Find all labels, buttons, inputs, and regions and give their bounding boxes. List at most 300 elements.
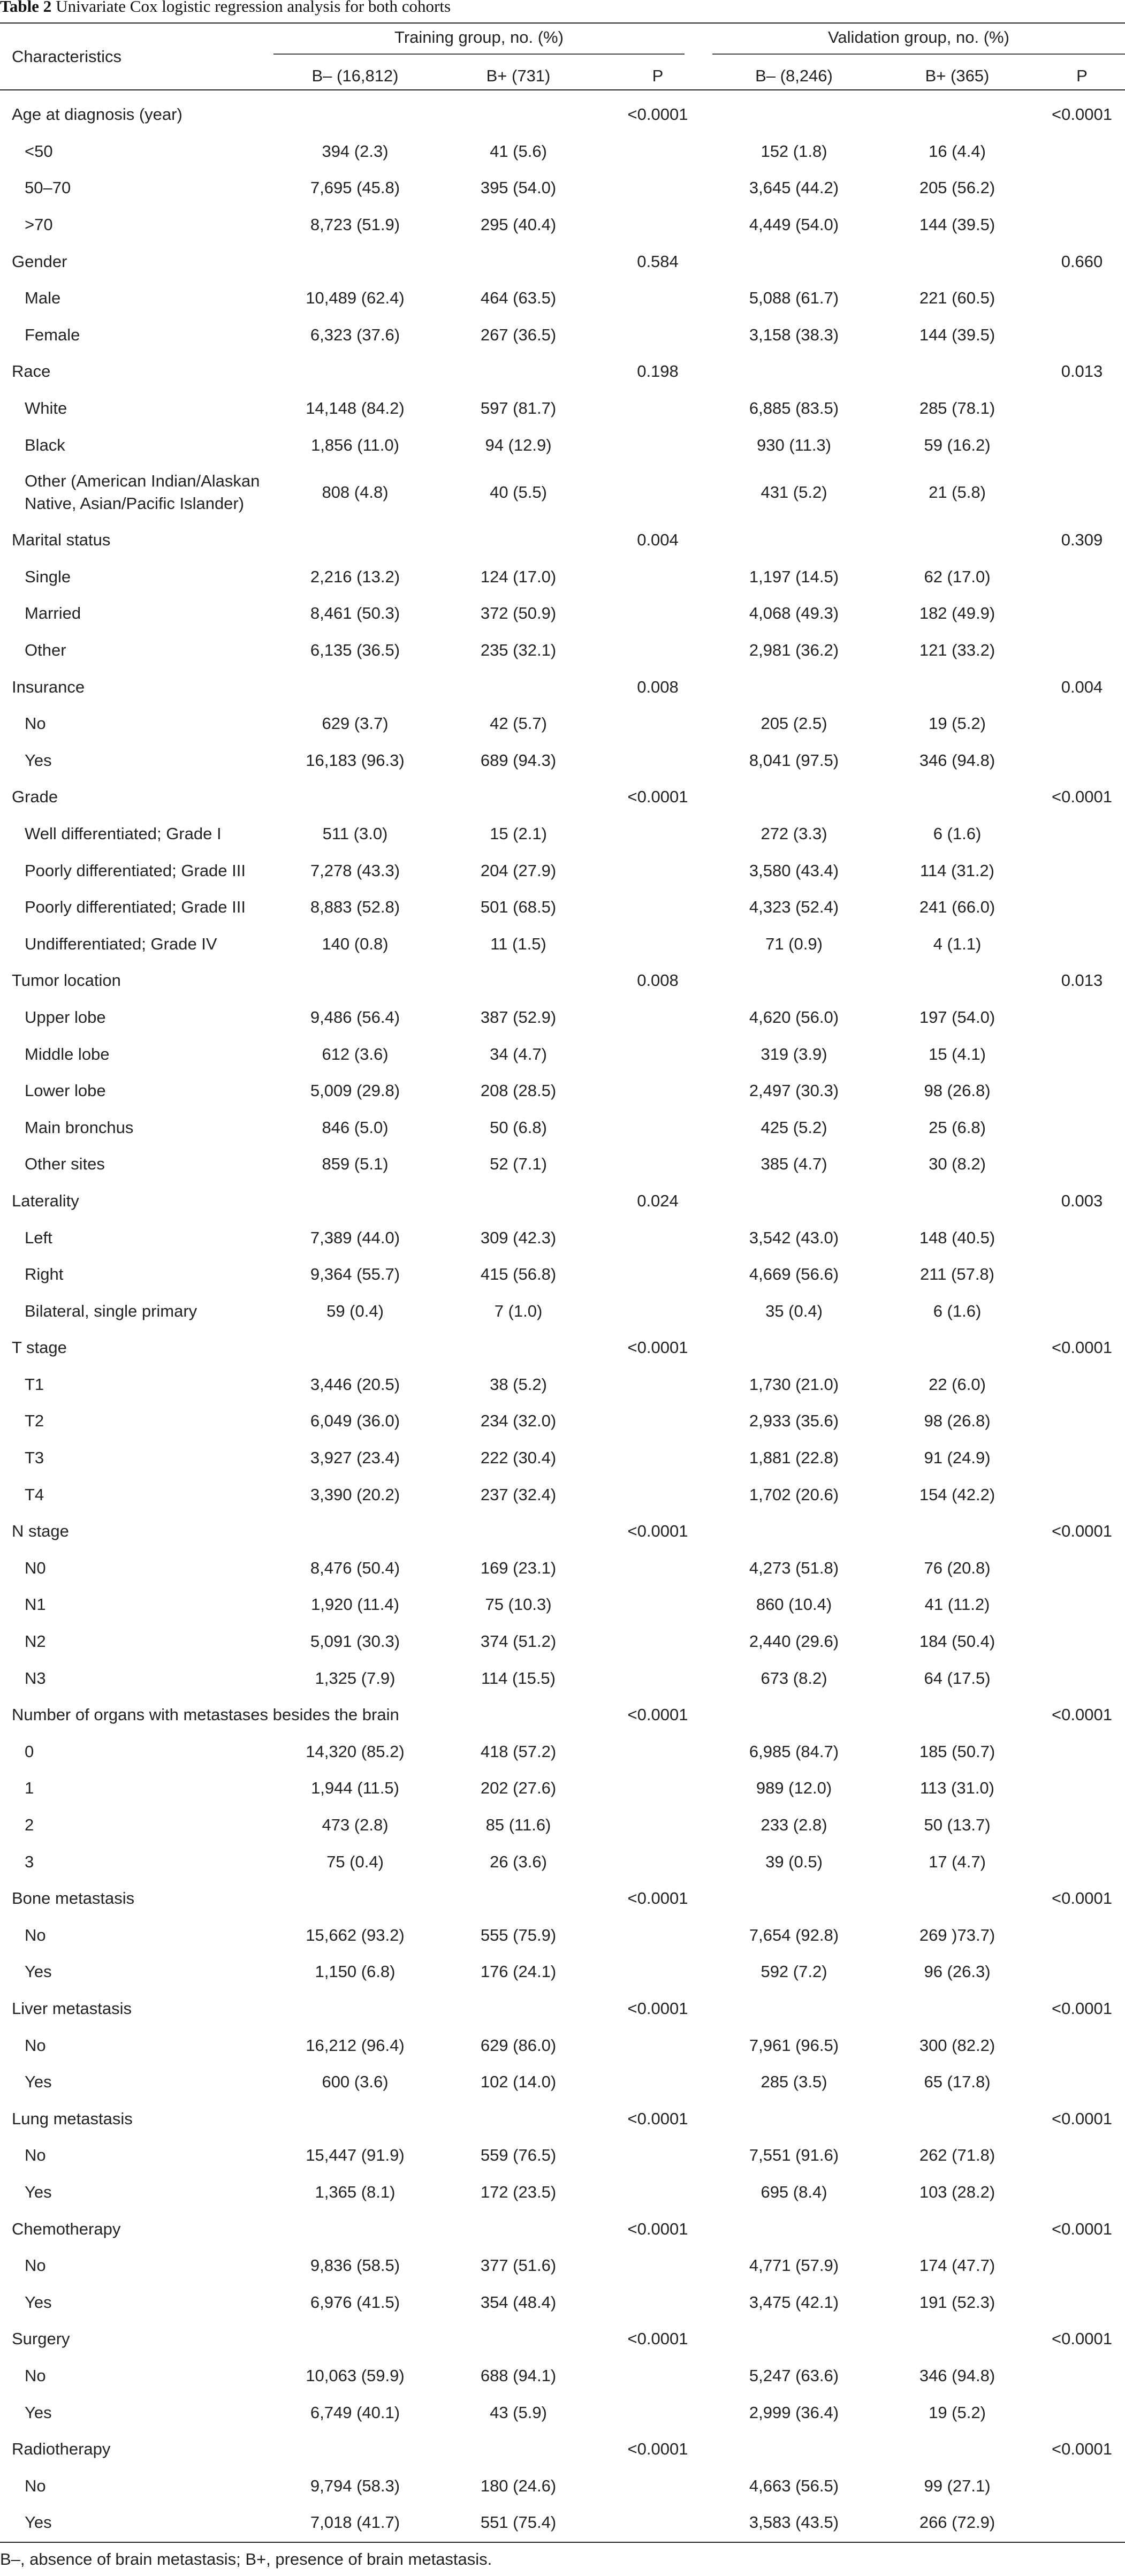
training-p-value-cell xyxy=(600,2064,716,2101)
validation-b-minus-cell: 425 (5.2) xyxy=(761,1118,827,1137)
validation-b-minus-cell: 2,981 (36.2) xyxy=(749,641,839,660)
validation-p-value-cell xyxy=(1039,2284,1125,2321)
training-b-plus-cell: 52 (7.1) xyxy=(490,1154,547,1174)
training-p-value-cell xyxy=(600,999,716,1036)
table-row xyxy=(0,1917,1125,1954)
training-p-value-cell xyxy=(600,2358,716,2395)
category-row xyxy=(0,1990,1125,2027)
validation-b-plus-cell xyxy=(876,353,1039,390)
training-b-minus-cell xyxy=(273,353,437,390)
validation-b-minus-cell xyxy=(712,1697,876,1734)
validation-b-minus-cell xyxy=(712,1880,876,1917)
validation-b-plus-cell xyxy=(876,96,1039,133)
training-p-value-cell xyxy=(600,1843,716,1880)
validation-b-minus-cell xyxy=(712,668,876,705)
validation-b-plus-cell: 4 (1.1) xyxy=(933,934,982,953)
category-row xyxy=(0,2100,1125,2137)
validation-b-plus-cell: 114 (31.2) xyxy=(919,861,994,880)
table-row xyxy=(0,1843,1125,1880)
training-b-minus-cell: 6,323 (37.6) xyxy=(310,325,400,344)
training-b-minus-cell: 8,476 (50.4) xyxy=(310,1558,400,1577)
validation-b-plus-cell: 50 (13.7) xyxy=(924,1815,991,1835)
training-p-value-cell: <0.0001 xyxy=(627,2109,688,2128)
validation-p-value-cell xyxy=(1039,170,1125,207)
validation-p-value-cell xyxy=(1039,1843,1125,1880)
validation-b-minus-cell: 1,702 (20.6) xyxy=(749,1485,839,1504)
category-label: Tumor location xyxy=(12,971,121,990)
validation-b-plus-cell: 144 (39.5) xyxy=(919,325,995,344)
training-b-plus-cell: 124 (17.0) xyxy=(480,567,557,586)
validation-b-minus-cell: 2,497 (30.3) xyxy=(749,1081,839,1100)
validation-b-minus-cell: 2,999 (36.4) xyxy=(749,2403,839,2422)
training-b-plus-cell: 75 (10.3) xyxy=(485,1595,552,1614)
row-label: Yes xyxy=(25,750,52,770)
validation-p-value-cell xyxy=(1039,1109,1125,1146)
training-p-value-cell: <0.0001 xyxy=(627,1338,688,1357)
training-p-value-cell xyxy=(600,889,716,926)
header-characteristics: Characteristics xyxy=(12,47,121,66)
validation-b-plus-cell: 59 (16.2) xyxy=(924,435,991,454)
training-b-plus-cell: 34 (4.7) xyxy=(490,1044,547,1063)
training-b-minus-cell: 3,446 (20.5) xyxy=(310,1374,400,1394)
training-p-value-cell xyxy=(600,1586,716,1623)
validation-p-value-cell: <0.0001 xyxy=(1052,787,1112,807)
training-p-value-cell xyxy=(600,133,716,170)
validation-b-plus-cell xyxy=(876,1329,1039,1366)
validation-p-value-cell xyxy=(1039,852,1125,889)
training-p-value-cell xyxy=(600,390,716,427)
training-p-value-cell xyxy=(600,1660,716,1697)
training-b-plus-cell xyxy=(437,2431,600,2468)
training-p-value-cell xyxy=(600,1954,716,1990)
validation-b-plus-cell xyxy=(876,1697,1039,1734)
training-p-value-cell xyxy=(600,1219,716,1256)
validation-p-value-cell xyxy=(1039,2504,1125,2541)
validation-p-value-cell xyxy=(1039,1366,1125,1403)
category-row xyxy=(0,1183,1125,1220)
training-b-plus-cell: 114 (15.5) xyxy=(481,1668,556,1688)
training-b-minus-cell: 394 (2.3) xyxy=(322,141,389,161)
row-label: <50 xyxy=(25,141,53,161)
category-row xyxy=(0,779,1125,816)
validation-p-value-cell: 0.013 xyxy=(1061,362,1103,381)
category-row xyxy=(0,2210,1125,2247)
training-b-minus-cell xyxy=(273,1183,437,1220)
training-b-plus-cell xyxy=(437,353,600,390)
training-b-minus-cell: 1,325 (7.9) xyxy=(315,1668,396,1688)
validation-b-minus-cell: 6,985 (84.7) xyxy=(749,1742,839,1761)
training-b-minus-cell: 1,150 (6.8) xyxy=(315,1962,396,1981)
table-row xyxy=(0,2394,1125,2431)
row-label: 3 xyxy=(25,1852,34,1871)
validation-p-value-cell xyxy=(1039,1550,1125,1587)
training-p-value-cell xyxy=(600,207,716,244)
validation-b-minus-cell: 3,158 (38.3) xyxy=(749,325,839,344)
validation-b-plus-cell xyxy=(876,962,1039,999)
training-b-plus-cell xyxy=(437,2321,600,2358)
table-row xyxy=(0,133,1125,170)
row-label: Undifferentiated; Grade IV xyxy=(25,934,217,953)
validation-b-plus-cell xyxy=(876,2100,1039,2137)
training-b-plus-cell: 387 (52.9) xyxy=(480,1007,557,1027)
row-label: Poorly differentiated; Grade III xyxy=(25,898,246,917)
row-label: Yes xyxy=(25,2403,52,2422)
table-row xyxy=(0,427,1125,463)
validation-b-minus-cell: 7,654 (92.8) xyxy=(749,1925,839,1944)
category-row xyxy=(0,522,1125,559)
validation-b-plus-cell: 241 (66.0) xyxy=(919,898,995,917)
validation-p-value-cell: <0.0001 xyxy=(1052,1999,1112,2018)
table-body xyxy=(0,96,1125,2541)
training-b-minus-cell: 5,091 (30.3) xyxy=(310,1632,400,1651)
validation-b-plus-cell: 221 (60.5) xyxy=(919,288,995,308)
training-p-value-cell xyxy=(600,1550,716,1587)
table-row xyxy=(0,2174,1125,2211)
category-row xyxy=(0,243,1125,280)
training-b-minus-cell: 16,212 (96.4) xyxy=(306,2035,405,2055)
table-row xyxy=(0,1476,1125,1513)
validation-b-minus-cell xyxy=(712,962,876,999)
validation-p-value-cell: <0.0001 xyxy=(1052,2440,1112,2459)
training-p-value-cell: <0.0001 xyxy=(627,2440,688,2459)
validation-b-plus-cell: 148 (40.5) xyxy=(919,1228,995,1247)
training-p-value-cell xyxy=(600,1036,716,1073)
training-b-minus-cell xyxy=(273,2431,437,2468)
table-row xyxy=(0,1036,1125,1073)
training-p-value-cell xyxy=(600,632,716,669)
training-p-value-cell xyxy=(600,2504,716,2541)
training-p-value-cell xyxy=(600,1109,716,1146)
row-label: T2 xyxy=(25,1411,44,1431)
validation-p-value-cell xyxy=(1039,999,1125,1036)
validation-p-value-cell: 0.309 xyxy=(1061,530,1103,550)
validation-p-value-cell xyxy=(1039,559,1125,596)
row-label: Single xyxy=(25,567,71,586)
training-p-value-cell xyxy=(600,852,716,889)
table-row xyxy=(0,2467,1125,2504)
training-p-value-cell xyxy=(600,595,716,632)
training-b-minus-cell: 9,836 (58.5) xyxy=(310,2256,400,2275)
validation-b-plus-cell: 16 (4.4) xyxy=(929,141,986,161)
training-b-plus-cell: 176 (24.1) xyxy=(480,1962,557,1981)
validation-p-value-cell xyxy=(1039,1073,1125,1110)
training-b-plus-cell: 688 (94.1) xyxy=(480,2366,557,2385)
training-p-value-cell: <0.0001 xyxy=(627,105,688,124)
training-b-minus-cell: 612 (3.6) xyxy=(322,1044,389,1063)
training-b-minus-cell: 473 (2.8) xyxy=(322,1815,389,1835)
validation-b-plus-cell: 300 (82.2) xyxy=(919,2035,995,2055)
validation-b-plus-cell: 197 (54.0) xyxy=(919,1007,995,1027)
row-label: Upper lobe xyxy=(25,1007,106,1027)
training-p-value-cell xyxy=(600,1623,716,1660)
training-b-plus-cell: 235 (32.1) xyxy=(480,641,557,660)
training-p-value-cell xyxy=(600,2027,716,2064)
row-label: 1 xyxy=(25,1779,34,1798)
training-p-value-cell: <0.0001 xyxy=(627,1889,688,1908)
validation-p-value-cell xyxy=(1039,816,1125,853)
table-row xyxy=(0,1770,1125,1807)
header-col-training-b-plus: B+ (731) xyxy=(486,66,551,85)
row-label: N1 xyxy=(25,1595,46,1614)
category-label: Number of organs with metastases besides the brain xyxy=(12,1705,399,1724)
training-b-plus-cell: 202 (27.6) xyxy=(480,1779,557,1798)
training-b-minus-cell: 9,364 (55.7) xyxy=(310,1265,400,1284)
validation-b-minus-cell xyxy=(712,1329,876,1366)
training-b-plus-cell: 102 (14.0) xyxy=(480,2072,557,2092)
validation-b-plus-cell: 21 (5.8) xyxy=(929,483,986,502)
training-b-minus-cell: 3,390 (20.2) xyxy=(310,1485,400,1504)
row-label: Other (American Indian/Alaskan Native, Asian/Pacific Islander) xyxy=(25,472,260,513)
validation-b-plus-cell: 98 (26.8) xyxy=(924,1411,991,1431)
header-col-training-b-minus: B– (16,812) xyxy=(311,66,399,85)
validation-p-value-cell xyxy=(1039,463,1125,522)
table-row xyxy=(0,463,1125,522)
training-b-plus-cell: 180 (24.6) xyxy=(480,2476,557,2495)
header-col-validation-b-minus: B– (8,246) xyxy=(755,66,833,85)
validation-b-plus-cell: 205 (56.2) xyxy=(919,178,995,197)
training-b-plus-cell: 222 (30.4) xyxy=(480,1448,557,1468)
training-b-minus-cell: 140 (0.8) xyxy=(322,934,389,953)
table-row xyxy=(0,1073,1125,1110)
row-label: No xyxy=(25,2366,46,2385)
validation-b-plus-cell: 211 (57.8) xyxy=(919,1265,994,1284)
validation-b-plus-cell: 144 (39.5) xyxy=(919,215,995,234)
training-b-minus-cell xyxy=(273,962,437,999)
training-p-value-cell xyxy=(600,1734,716,1770)
validation-b-minus-cell: 205 (2.5) xyxy=(761,714,827,733)
validation-p-value-cell xyxy=(1039,2137,1125,2174)
training-b-minus-cell xyxy=(273,96,437,133)
validation-b-minus-cell: 4,771 (57.9) xyxy=(749,2256,839,2275)
validation-b-plus-cell: 62 (17.0) xyxy=(924,567,991,586)
table-row xyxy=(0,1807,1125,1844)
category-row xyxy=(0,1513,1125,1550)
row-label: White xyxy=(25,399,67,418)
validation-b-plus-cell: 19 (5.2) xyxy=(929,714,986,733)
training-p-value-cell xyxy=(600,2247,716,2284)
training-b-plus-cell xyxy=(437,243,600,280)
training-b-plus-cell: 38 (5.2) xyxy=(490,1374,547,1394)
validation-b-minus-cell: 6,885 (83.5) xyxy=(749,399,839,418)
row-label: Middle lobe xyxy=(25,1044,110,1063)
validation-b-minus-cell: 673 (8.2) xyxy=(761,1668,827,1688)
training-b-minus-cell: 8,723 (51.9) xyxy=(310,215,400,234)
training-b-plus-cell: 309 (42.3) xyxy=(480,1228,557,1247)
table-row xyxy=(0,1660,1125,1697)
row-label: Yes xyxy=(25,2292,52,2312)
training-p-value-cell xyxy=(600,427,716,463)
header-validation-group: Validation group, no. (%) xyxy=(828,28,1009,47)
training-p-value-cell xyxy=(600,1917,716,1954)
table-row xyxy=(0,2137,1125,2174)
category-row xyxy=(0,1880,1125,1917)
validation-b-minus-cell: 7,961 (96.5) xyxy=(749,2035,839,2055)
training-b-plus-cell: 501 (68.5) xyxy=(480,898,557,917)
training-p-value-cell xyxy=(600,1440,716,1477)
training-b-minus-cell: 1,365 (8.1) xyxy=(315,2182,396,2201)
validation-p-value-cell xyxy=(1039,2064,1125,2101)
training-b-minus-cell: 6,749 (40.1) xyxy=(310,2403,400,2422)
training-b-minus-cell: 14,148 (84.2) xyxy=(306,399,405,418)
training-group-rule xyxy=(273,54,685,55)
row-label: Yes xyxy=(25,2182,52,2201)
row-label: Right xyxy=(25,1265,64,1284)
validation-b-minus-cell xyxy=(712,2210,876,2247)
validation-b-plus-cell: 6 (1.6) xyxy=(933,824,982,843)
training-p-value-cell xyxy=(600,1256,716,1293)
validation-b-minus-cell: 3,580 (43.4) xyxy=(749,861,839,880)
training-b-minus-cell: 859 (5.1) xyxy=(322,1154,389,1174)
training-b-minus-cell: 846 (5.0) xyxy=(322,1118,389,1137)
category-row xyxy=(0,2431,1125,2468)
validation-b-minus-cell: 3,645 (44.2) xyxy=(749,178,839,197)
category-row xyxy=(0,2321,1125,2358)
validation-b-minus-cell: 3,475 (42.1) xyxy=(749,2292,839,2312)
validation-p-value-cell xyxy=(1039,280,1125,317)
row-label: 2 xyxy=(25,1815,34,1835)
validation-p-value-cell xyxy=(1039,317,1125,354)
training-p-value-cell xyxy=(600,2174,716,2211)
training-p-value-cell: 0.024 xyxy=(637,1191,679,1210)
validation-p-value-cell xyxy=(1039,1036,1125,1073)
training-b-minus-cell: 16,183 (96.3) xyxy=(306,750,405,770)
validation-b-minus-cell xyxy=(712,1990,876,2027)
validation-group-rule xyxy=(712,54,1125,55)
validation-b-minus-cell: 3,542 (43.0) xyxy=(749,1228,839,1247)
validation-b-minus-cell: 4,449 (54.0) xyxy=(749,215,839,234)
training-b-minus-cell xyxy=(273,779,437,816)
table-row xyxy=(0,1293,1125,1329)
row-label: Female xyxy=(25,325,80,344)
category-label: Insurance xyxy=(12,677,85,696)
table-row xyxy=(0,207,1125,244)
row-label: Black xyxy=(25,435,65,454)
training-b-plus-cell: 237 (32.4) xyxy=(480,1485,557,1504)
table-row xyxy=(0,1256,1125,1293)
validation-b-minus-cell: 989 (12.0) xyxy=(756,1779,832,1798)
bottom-rule xyxy=(0,2542,1125,2543)
validation-b-plus-cell: 103 (28.2) xyxy=(919,2182,995,2201)
row-label: Other sites xyxy=(25,1154,105,1174)
table-row xyxy=(0,1440,1125,1477)
training-p-value-cell xyxy=(600,463,716,522)
table-row xyxy=(0,595,1125,632)
table-row xyxy=(0,1734,1125,1770)
validation-b-plus-cell xyxy=(876,2210,1039,2247)
validation-p-value-cell xyxy=(1039,595,1125,632)
validation-b-plus-cell: 184 (50.4) xyxy=(919,1632,995,1651)
validation-p-value-cell xyxy=(1039,133,1125,170)
row-label: Bilateral, single primary xyxy=(25,1301,197,1320)
table-row xyxy=(0,559,1125,596)
training-b-plus-cell xyxy=(437,779,600,816)
training-b-plus-cell: 551 (75.4) xyxy=(480,2513,557,2532)
validation-b-plus-cell: 64 (17.5) xyxy=(924,1668,991,1688)
validation-b-plus-cell: 91 (24.9) xyxy=(924,1448,991,1468)
row-label: Other xyxy=(25,641,66,660)
validation-b-plus-cell xyxy=(876,1880,1039,1917)
table-row xyxy=(0,1586,1125,1623)
training-b-minus-cell xyxy=(273,243,437,280)
training-b-plus-cell xyxy=(437,2100,600,2137)
validation-p-value-cell: <0.0001 xyxy=(1052,2329,1112,2349)
training-p-value-cell: 0.008 xyxy=(637,677,679,696)
validation-b-minus-cell: 8,041 (97.5) xyxy=(749,750,839,770)
row-label: Left xyxy=(25,1228,52,1247)
validation-b-minus-cell: 272 (3.3) xyxy=(761,824,827,843)
training-b-minus-cell: 629 (3.7) xyxy=(322,714,389,733)
validation-b-minus-cell xyxy=(712,2100,876,2137)
training-p-value-cell: <0.0001 xyxy=(627,1522,688,1541)
validation-p-value-cell xyxy=(1039,742,1125,779)
training-p-value-cell xyxy=(600,1403,716,1440)
training-b-plus-cell: 689 (94.3) xyxy=(480,750,557,770)
training-b-plus-cell xyxy=(437,962,600,999)
training-b-plus-cell: 42 (5.7) xyxy=(490,714,547,733)
training-b-minus-cell: 1,856 (11.0) xyxy=(311,435,399,454)
training-p-value-cell xyxy=(600,2467,716,2504)
validation-b-plus-cell: 96 (26.3) xyxy=(924,1962,991,1981)
training-p-value-cell xyxy=(600,559,716,596)
validation-p-value-cell: 0.003 xyxy=(1061,1191,1103,1210)
training-b-minus-cell: 1,944 (11.5) xyxy=(311,1779,399,1798)
category-label: N stage xyxy=(12,1522,69,1541)
table-row xyxy=(0,170,1125,207)
validation-p-value-cell xyxy=(1039,2467,1125,2504)
category-label: Gender xyxy=(12,252,67,271)
training-b-plus-cell: 354 (48.4) xyxy=(480,2292,557,2312)
training-b-plus-cell xyxy=(437,1697,600,1734)
validation-p-value-cell: 0.660 xyxy=(1061,252,1103,271)
validation-b-plus-cell: 262 (71.8) xyxy=(919,2146,995,2165)
training-b-plus-cell: 415 (56.8) xyxy=(480,1265,557,1284)
training-b-minus-cell: 6,976 (41.5) xyxy=(310,2292,400,2312)
table-row xyxy=(0,1403,1125,1440)
validation-b-plus-cell: 25 (6.8) xyxy=(929,1118,986,1137)
validation-b-plus-cell: 19 (5.2) xyxy=(929,2403,986,2422)
row-label: No xyxy=(25,714,46,733)
training-b-plus-cell: 43 (5.9) xyxy=(490,2403,547,2422)
category-label: Bone metastasis xyxy=(12,1889,135,1908)
validation-b-plus-cell: 346 (94.8) xyxy=(919,2366,995,2385)
training-b-minus-cell: 15,447 (91.9) xyxy=(306,2146,405,2165)
validation-b-plus-cell: 191 (52.3) xyxy=(919,2292,995,2312)
category-label: Grade xyxy=(12,787,58,807)
training-b-plus-cell: 7 (1.0) xyxy=(494,1301,543,1320)
validation-p-value-cell: 0.013 xyxy=(1061,971,1103,990)
validation-p-value-cell xyxy=(1039,1440,1125,1477)
training-b-plus-cell: 395 (54.0) xyxy=(480,178,557,197)
row-label: N0 xyxy=(25,1558,46,1577)
training-b-minus-cell: 7,278 (43.3) xyxy=(310,861,400,880)
validation-b-plus-cell: 266 (72.9) xyxy=(919,2513,995,2532)
validation-b-plus-cell xyxy=(876,1990,1039,2027)
training-b-plus-cell: 374 (51.2) xyxy=(480,1632,557,1651)
validation-b-plus-cell: 65 (17.8) xyxy=(924,2072,991,2092)
table-row xyxy=(0,1219,1125,1256)
category-label: Chemotherapy xyxy=(12,2219,121,2238)
validation-b-minus-cell xyxy=(712,96,876,133)
training-b-minus-cell: 7,695 (45.8) xyxy=(310,178,400,197)
validation-b-plus-cell xyxy=(876,2431,1039,2468)
category-label: Age at diagnosis (year) xyxy=(12,105,183,124)
training-b-plus-cell: 169 (23.1) xyxy=(480,1558,557,1577)
table-row xyxy=(0,1109,1125,1146)
validation-p-value-cell xyxy=(1039,889,1125,926)
table-caption xyxy=(0,0,451,21)
validation-b-minus-cell xyxy=(712,353,876,390)
table-row xyxy=(0,1146,1125,1183)
